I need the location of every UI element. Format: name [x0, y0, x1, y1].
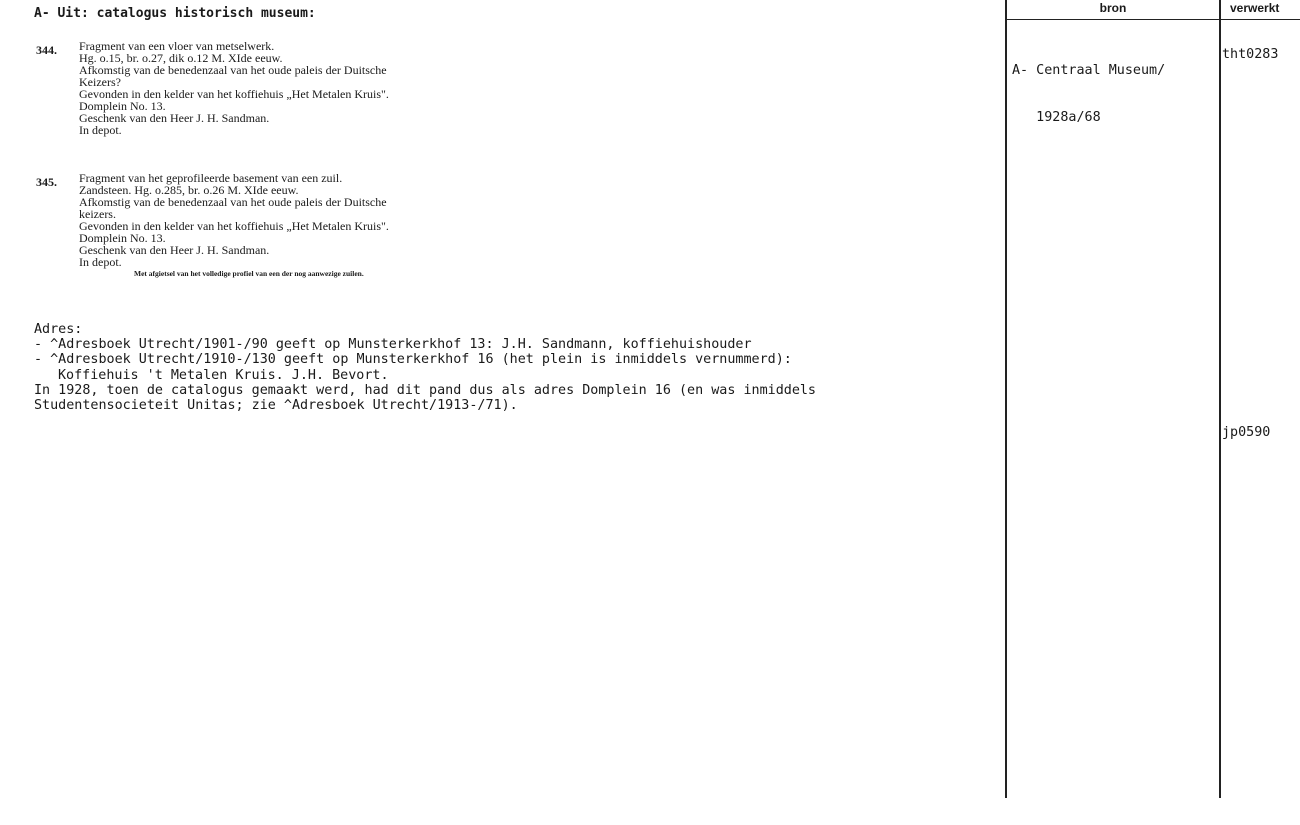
- verwerkt-column-header: verwerkt: [1230, 1, 1280, 15]
- column-divider: [1005, 0, 1007, 798]
- header-rule: [1005, 19, 1300, 20]
- address-item: - ^Adresboek Utrecht/1901-/90 geeft op Munsterkerkhof 13: J.H. Sandmann, koffiehuishouder: [34, 337, 752, 353]
- entry-line: In depot.: [79, 255, 122, 269]
- catalog-entry: [36, 40, 556, 136]
- catalog-entry: [36, 172, 556, 280]
- entry-line: Domplein No. 13.: [79, 231, 166, 245]
- entry-line: Gevonden in den kelder van het koffiehuis „Het Metalen Kruis".: [79, 219, 389, 233]
- address-continuation: Koffiehuis 't Metalen Kruis. J.H. Bevort.: [58, 367, 389, 383]
- entry-line: Domplein No. 13.: [79, 99, 166, 113]
- section-heading: A- Uit: catalogus historisch museum:: [34, 6, 316, 21]
- entry-note: Met afgietsel van het volledige profiel van een der nog aanwezige zuilen.: [134, 269, 364, 278]
- entry-line: Geschenk van den Heer J. H. Sandman.: [79, 243, 270, 257]
- entry-line: Zandsteen. Hg. o.285, br. o.26 M. XIde eeuw.: [79, 183, 299, 197]
- entry-line: Keizers?: [79, 75, 121, 89]
- address-notes: [34, 322, 816, 413]
- bron-line: 1928a/68: [1012, 109, 1101, 125]
- entry-line: Fragment van een vloer van metselwerk.: [79, 39, 275, 53]
- verwerkt-code: jp0590: [1222, 425, 1271, 440]
- entry-number: 344.: [36, 43, 57, 57]
- address-label: Adres:: [34, 322, 83, 337]
- entry-line: Geschenk van den Heer J. H. Sandman.: [79, 111, 270, 125]
- bron-cell: [1012, 32, 1165, 141]
- column-divider: [1219, 0, 1221, 798]
- entry-line: Afkomstig van de benedenzaal van het oude paleis der Duitsche: [79, 195, 387, 209]
- entry-line: Fragment van het geprofileerde basement van een zuil.: [79, 171, 343, 185]
- address-item: - ^Adresboek Utrecht/1910-/130 geeft op Munsterkerkhof 16 (het plein is inmiddels vernummerd):: [34, 352, 792, 368]
- entry-line: Afkomstig van de benedenzaal van het oude paleis der Duitsche: [79, 63, 387, 77]
- address-paragraph-line: In 1928, toen de catalogus gemaakt werd, had dit pand dus als adres Domplein 16 (en was inmiddels: [34, 382, 816, 398]
- entry-number: 345.: [36, 175, 57, 189]
- verwerkt-code: tht0283: [1222, 47, 1279, 62]
- address-paragraph-line: Studentensocieteit Unitas; zie ^Adresboek Utrecht/1913-/71).: [34, 398, 518, 414]
- bron-line: A- Centraal Museum/: [1012, 63, 1166, 78]
- entry-line: keizers.: [79, 207, 116, 221]
- entry-line: Hg. o.15, br. o.27, dik o.12 M. XIde eeuw.: [79, 51, 283, 65]
- entry-line: In depot.: [79, 123, 122, 137]
- bron-column-header: bron: [1099, 1, 1127, 15]
- entry-line: Gevonden in den kelder van het koffiehuis „Het Metalen Kruis".: [79, 87, 389, 101]
